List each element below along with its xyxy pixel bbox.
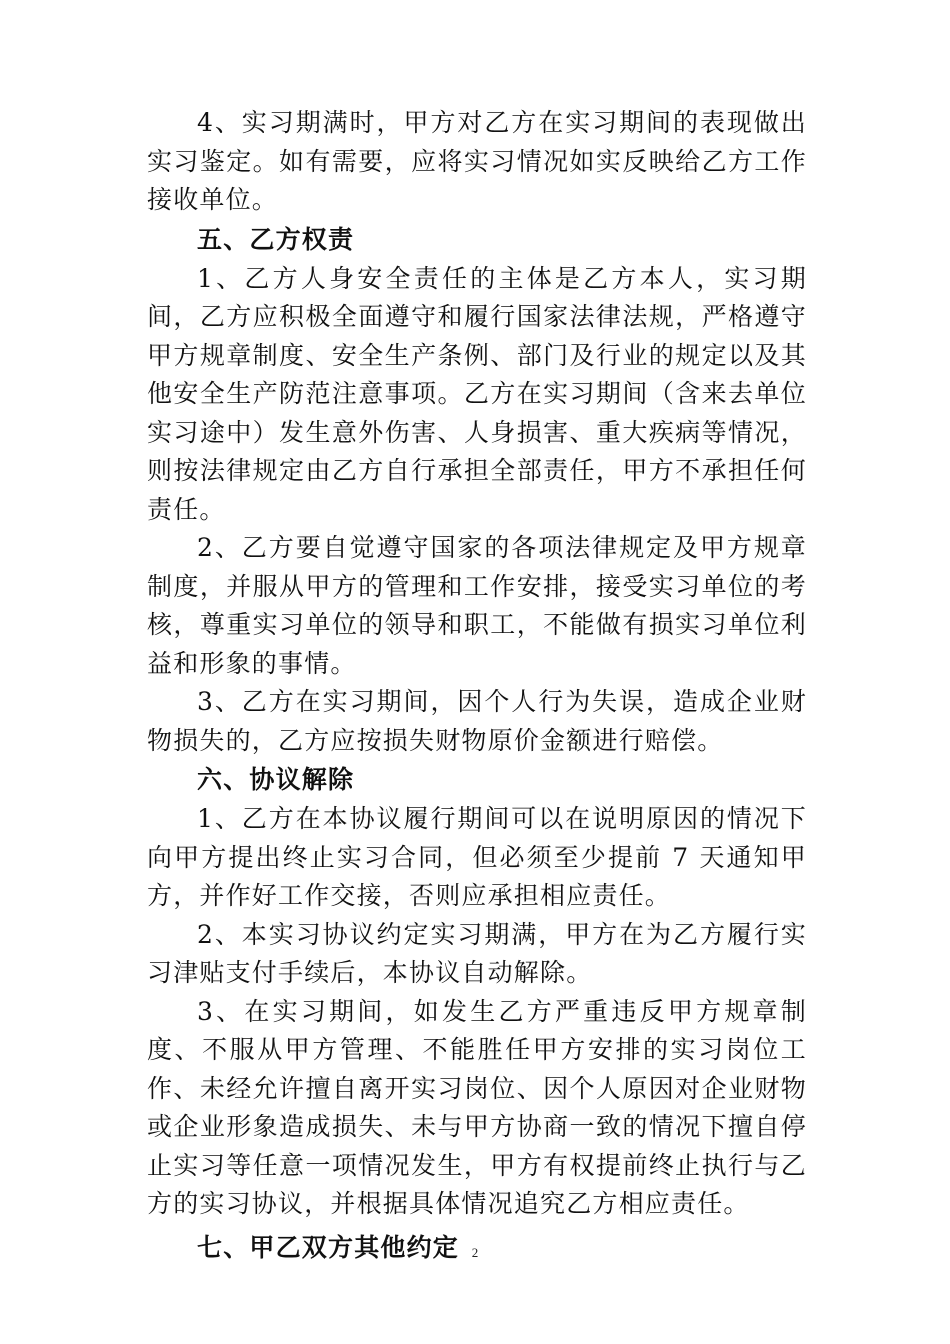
paragraph-5-2-compliance: 2、乙方要自觉遵守国家的各项法律规定及甲方规章制度，并服从甲方的管理和工作安排，接受实习单位的考核，尊重实习单位的领导和职工，不能做有损实习单位利益和形象的事情。 [147, 533, 807, 678]
paragraph-6-2-auto-termination: 2、本实习协议约定实习期满，甲方在为乙方履行实习津贴支付手续后，本协议自动解除。 [147, 919, 807, 987]
paragraph-6-1-termination-notice: 1、乙方在本协议履行期间可以在说明原因的情况下向甲方提出终止实习合同，但必须至少提前 7 天通知甲方，并作好工作交接，否则应承担相应责任。 [147, 804, 807, 910]
section-heading-7: 七、甲乙双方其他约定 [197, 1232, 460, 1262]
page-number: 2 [471, 1245, 479, 1260]
paragraph-4-internship-evaluation: 4、实习期满时，甲方对乙方在实习期间的表现做出实习鉴定。如有需要，应将实习情况如实反映给乙方工作接收单位。 [147, 108, 807, 214]
paragraph-5-1-safety-responsibility: 1、乙方人身安全责任的主体是乙方本人，实习期间，乙方应积极全面遵守和履行国家法律法规，严格遵守甲方规章制度、安全生产条例、部门及行业的规定以及其他安全生产防范注意事项。乙方在实习期间（含来去单位实习途中）发生意外伤害、人身损害、重大疾病等情况，则按法律规定由乙方自行承担全部责任，甲方不承担任何责任。 [147, 263, 807, 524]
section-heading-6: 六、协议解除 [197, 765, 355, 794]
document-body [147, 104, 807, 1268]
paragraph-5-3-compensation: 3、乙方在实习期间，因个人行为失误，造成企业财物损失的，乙方应按损失财物原价金额进行赔偿。 [147, 687, 807, 755]
paragraph-6-3-early-termination: 3、在实习期间，如发生乙方严重违反甲方规章制度、不服从甲方管理、不能胜任甲方安排的实习岗位工作、未经允许擅自离开实习岗位、因个人原因对企业财物或企业形象造成损失、未与甲方协商一致的情况下擅自停止实习等任意一项情况发生，甲方有权提前终止执行与乙方的实习协议，并根据具体情况追究乙方相应责任。 [147, 996, 807, 1218]
section-heading-5: 五、乙方权责 [197, 224, 355, 254]
